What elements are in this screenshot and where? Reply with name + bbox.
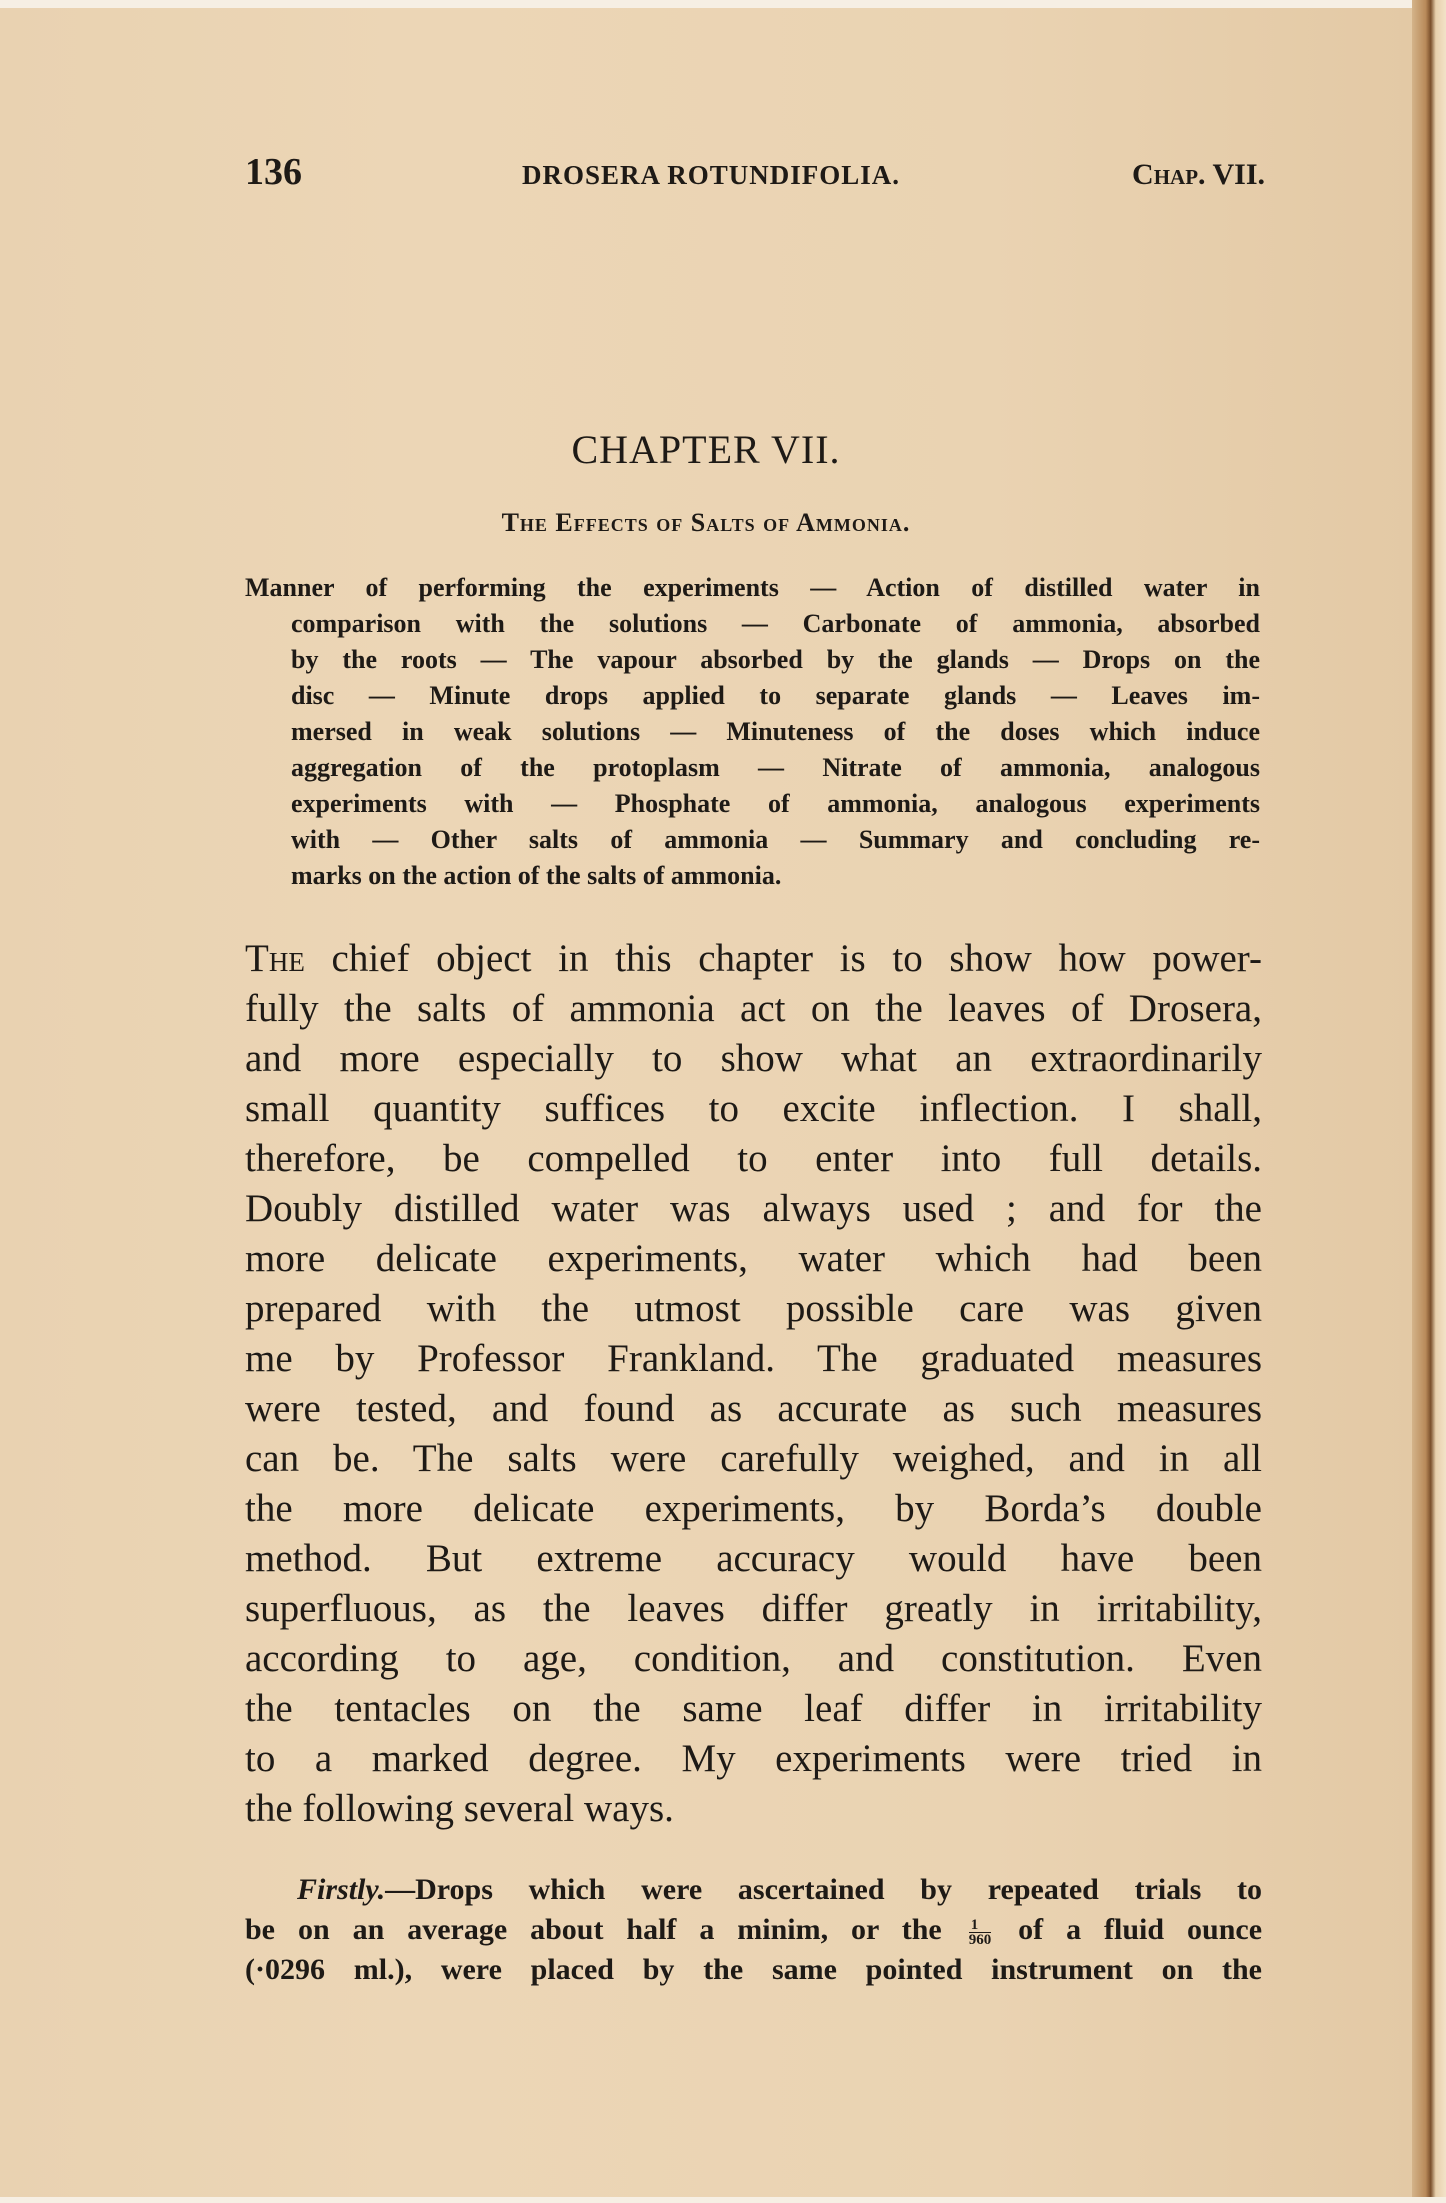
firstly-line: [245, 1870, 1262, 1910]
summary-line: comparison with the solutions — Carbonate of ammonia, absorbed: [291, 609, 1260, 638]
body-paragraph: [245, 934, 1262, 1834]
body-line: prepared with the utmost possible care was given: [245, 1287, 1262, 1330]
fraction-numerator: 1: [969, 1918, 992, 1933]
summary-line: by the roots — The vapour absorbed by the glands — Drops on the: [291, 645, 1260, 674]
book-page: [0, 8, 1412, 2198]
body-line: the tentacles on the same leaf differ in irritability: [245, 1687, 1262, 1730]
fraction-denominator: 960: [968, 1931, 992, 1948]
scan-top-margin: [0, 0, 1446, 8]
body-line: Doubly distilled water was always used ; and for the: [245, 1187, 1262, 1230]
firstly-text: of a fluid ounce: [1018, 1913, 1263, 1946]
firstly-lead: Firstly.: [297, 1873, 386, 1906]
firstly-paragraph: [245, 1870, 1262, 1990]
body-line: according to age, condition, and constitution. Even: [245, 1637, 1262, 1680]
summary-line: experiments with — Phosphate of ammonia, analogous experiments: [291, 789, 1260, 818]
chapter-subtitle: The Effects of Salts of Ammonia.: [501, 508, 911, 537]
body-line: more delicate experiments, water which had been: [245, 1237, 1262, 1280]
summary-line: with — Other salts of ammonia — Summary and concluding re-: [291, 825, 1260, 854]
page-edge-binding: [1412, 0, 1446, 2203]
summary-line: mersed in weak solutions — Minuteness of the doses which induce: [291, 717, 1260, 746]
summary-line: aggregation of the protoplasm — Nitrate of ammonia, analogous: [291, 753, 1260, 782]
running-chapter: Chap. VII.: [1132, 158, 1265, 191]
firstly-text: —Drops which were ascertained by repeated trials to: [385, 1873, 1262, 1906]
fraction: [969, 1918, 992, 1947]
firstly-line: (·0296 ml.), were placed by the same pointed instrument on the: [245, 1953, 1262, 1986]
body-line: therefore, be compelled to enter into full details.: [245, 1137, 1262, 1180]
body-line: superfluous, as the leaves differ greatly in irritability,: [245, 1587, 1262, 1630]
body-line: [245, 934, 1262, 984]
body-line: to a marked degree. My experiments were tried in: [245, 1737, 1262, 1780]
body-line: the following several ways.: [245, 1787, 674, 1830]
summary-line: Manner of performing the experiments — Action of distilled water in: [245, 573, 1260, 602]
body-line: can be. The salts were carefully weighed, and in all: [245, 1437, 1262, 1480]
page-number: 136: [245, 151, 302, 193]
running-head: [245, 150, 1265, 200]
drop-word: The: [245, 937, 305, 980]
body-line: me by Professor Frankland. The graduated measures: [245, 1337, 1262, 1380]
firstly-line: [245, 1910, 1262, 1950]
chapter-summary: [245, 570, 1260, 894]
running-title: DROSERA ROTUNDIFOLIA.: [522, 160, 901, 190]
body-line: and more especially to show what an extraordinarily: [245, 1037, 1262, 1080]
body-line: were tested, and found as accurate as such measures: [245, 1387, 1262, 1430]
firstly-text: be on an average about half a minim, or the: [245, 1913, 942, 1946]
chapter-title: CHAPTER VII.: [571, 427, 841, 472]
body-line: fully the salts of ammonia act on the leaves of Drosera,: [245, 987, 1262, 1030]
summary-line: disc — Minute drops applied to separate glands — Leaves im-: [291, 681, 1260, 710]
body-line: method. But extreme accuracy would have been: [245, 1537, 1262, 1580]
body-line-text: chief object in this chapter is to show how power-: [304, 937, 1262, 980]
body-line: the more delicate experiments, by Borda’s double: [245, 1487, 1262, 1530]
summary-line: marks on the action of the salts of ammonia.: [291, 861, 782, 890]
body-line: small quantity suffices to excite inflection. I shall,: [245, 1087, 1262, 1130]
scan-bottom-margin: [0, 2197, 1446, 2203]
